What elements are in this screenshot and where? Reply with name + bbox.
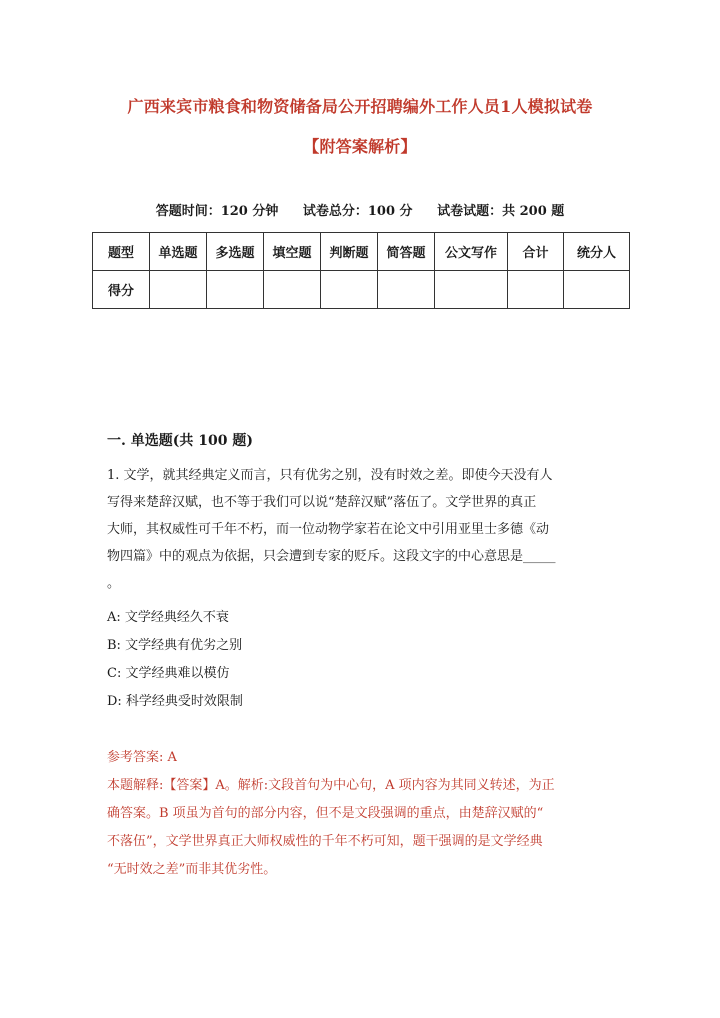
question-line: 写得来楚辞汉赋，也不等于我们可以说“楚辞汉赋”落伍了。文学世界的真正 — [107, 495, 537, 510]
explanation-line: 不落伍”，文学世界真正大师权威性的千年不朽可知，题干强调的是文学经典 — [107, 834, 543, 849]
header-cell: 单选题 — [150, 233, 207, 271]
option-b: B: 文学经典有优劣之别 — [107, 638, 243, 653]
header-cell: 合计 — [508, 233, 564, 271]
question-stem — [107, 462, 613, 597]
score-cell — [264, 271, 321, 309]
score-cell — [378, 271, 435, 309]
section-title: 一. 单选题(共 100 题) — [107, 433, 253, 449]
question-line: 。 — [107, 576, 121, 591]
exam-time: 答题时间：120 分钟 — [155, 204, 279, 219]
score-cell — [564, 271, 630, 309]
option-d: D: 科学经典受时效限制 — [107, 694, 243, 709]
option-a: A: 文学经典经久不衰 — [107, 610, 229, 625]
header-cell: 统分人 — [564, 233, 630, 271]
document-subtitle: 【附答案解析】 — [303, 137, 417, 156]
explanation-line: 本题解释:【答案】A。解析:文段首句为中心句，A 项内容为其同义转述，为正 — [107, 778, 555, 793]
score-cell — [207, 271, 264, 309]
reference-answer: 参考答案: A — [107, 750, 177, 765]
header-cell: 填空题 — [264, 233, 321, 271]
row-label-cell: 得分 — [93, 271, 150, 309]
explanation-line: “无时效之差”而非其优劣性。 — [107, 862, 277, 877]
answer-explanation — [107, 744, 613, 884]
header-cell: 多选题 — [207, 233, 264, 271]
header-cell: 题型 — [93, 233, 150, 271]
score-table-score-row — [93, 271, 630, 309]
exam-meta — [60, 200, 660, 219]
question-line: 大师，其权威性可千年不朽，而一位动物学家若在论文中引用亚里士多德《动 — [107, 522, 550, 537]
explanation-line: 确答案。B 项虽为首句的部分内容，但不是文段强调的重点，由楚辞汉赋的“ — [107, 806, 544, 821]
exam-total-score: 试卷总分：100 分 — [302, 204, 413, 219]
document-title: 广西来宾市粮食和物资储备局公开招聘编外工作人员1人模拟试卷 — [127, 97, 593, 116]
score-table-header-row — [93, 233, 630, 271]
header-cell: 判断题 — [321, 233, 378, 271]
score-cell — [435, 271, 508, 309]
exam-question-count: 试卷试题：共 200 题 — [437, 204, 565, 219]
header-cell: 简答题 — [378, 233, 435, 271]
question-line: 物四篇》中的观点为依据，只会遭到专家的贬斥。这段文字的中心意思是_____ — [107, 549, 556, 564]
header-cell: 公文写作 — [435, 233, 508, 271]
question-line: 1. 文学，就其经典定义而言，只有优劣之别，没有时效之差。即使今天没有人 — [107, 468, 553, 483]
score-cell — [150, 271, 207, 309]
score-cell — [508, 271, 564, 309]
score-cell — [321, 271, 378, 309]
option-c: C: 文学经典难以模仿 — [107, 666, 230, 681]
question-options — [107, 604, 243, 716]
score-table — [92, 232, 630, 309]
